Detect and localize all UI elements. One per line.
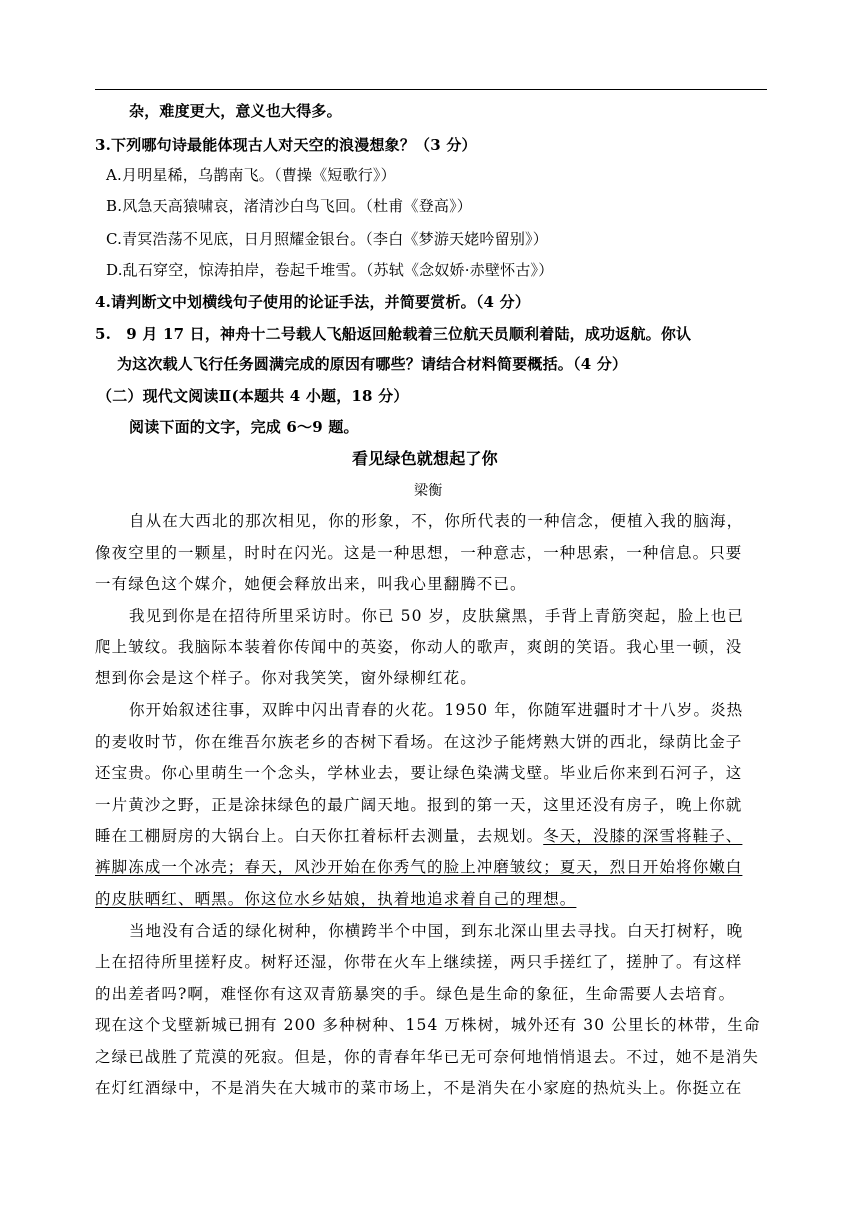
underlined-sentence: 冬天，没膝的深雪将鞋子、 [543, 827, 743, 845]
section-heading: （二）现代文阅读Ⅱ(本题共 4 小题，18 分） [97, 387, 409, 405]
paragraph-1-line: 一有绿色这个媒介，她便会释放出来，叫我心里翻腾不已。 [95, 575, 527, 593]
section-instruction: 阅读下面的文字，完成 6～9 题。 [129, 418, 359, 436]
paragraph-3-line-5 [95, 826, 742, 846]
paragraph-4-line: 之绿已战胜了荒漠的死寂。但是，你的青春年华已无可奈何地悄悄退去。不过，她不是消失 [95, 1048, 760, 1066]
underlined-sentence: 的皮肤晒红、晒黑。你这位水乡姑娘，执着地追求着自己的理想。 [95, 890, 577, 908]
question-3-stem: 3.下列哪句诗最能体现古人对天空的浪漫想象？（3 分） [95, 136, 477, 154]
question-5-line-2: 为这次载人飞行任务圆满完成的原因有哪些？请结合材料简要概括。（4 分） [117, 355, 628, 373]
paragraph-4-line: 的出差者吗?啊，难怪你有这双青筋暴突的手。绿色是生命的象征，生命需要人去培育。 [95, 985, 736, 1003]
paragraph-1-line: 像夜空里的一颗星，时时在闪光。这是一种思想，一种意志，一种思索，一种信息。只要 [95, 544, 743, 562]
question-3-option-a: A.月明星稀，乌鹊南飞。（曹操《短歌行》） [106, 166, 396, 184]
underlined-sentence: 裤脚冻成一个冰壳；春天，风沙开始在你秀气的脸上冲磨皱纹；夏天，烈日开始将你嫩白 [95, 858, 743, 876]
header-rule [95, 89, 767, 90]
continuation-text: 杂，难度更大，意义也大得多。 [129, 102, 342, 120]
article-title: 看见绿色就想起了你 [352, 449, 498, 468]
paragraph-4-line: 上在招待所里搓籽皮。树籽还湿，你带在火车上继续搓，两只手搓红了，搓肿了。有这样 [95, 953, 743, 971]
paragraph-2-line: 爬上皱纹。我脑际本装着你传闻中的英姿，你动人的歌声，爽朗的笑语。我心里一顿，没 [95, 638, 743, 656]
question-3-option-b: B.风急天高猿啸哀，渚清沙白鸟飞回。（杜甫《登高》） [106, 197, 472, 215]
question-5-line-1: 5. 9 月 17 日，神舟十二号载人飞船返回舱载着三位航天员顺利着陆，成功返航。你认 [95, 325, 692, 343]
paragraph-4-line: 当地没有合适的绿化树种，你横跨半个中国，到东北深山里去寻找。白天打树籽，晚 [129, 922, 744, 940]
question-3-option-d: D.乱石穿空，惊涛拍岸，卷起千堆雪。（苏轼《念奴娇·赤壁怀古》） [106, 261, 554, 279]
paragraph-3-line: 的麦收时节，你在维吾尔族老乡的杏树下看场。在这沙子能烤熟大饼的西北，绿荫比金子 [95, 733, 743, 751]
paragraph-2-line: 想到你会是这个样子。你对我笑笑，窗外绿柳红花。 [95, 669, 477, 687]
paragraph-3-line: 你开始叙述往事，双眸中闪出青春的火花。1950 年，你随军进疆时才十八岁。炎热 [129, 701, 744, 719]
article-author: 梁衡 [414, 483, 443, 499]
question-4-stem: 4.请判断文中划横线句子使用的论证手法，并简要赏析。（4 分） [95, 293, 531, 311]
paragraph-1-line: 自从在大西北的那次相见，你的形象，不，你所代表的一种信念，便植入我的脑海， [129, 512, 744, 530]
paragraph-3-line: 一片黄沙之野，正是涂抹绿色的最广阔天地。报到的第一天，这里还没有房子，晚上你就 [95, 796, 743, 814]
paragraph-2-line: 我见到你是在招待所里采访时。你已 50 岁，皮肤黛黑，手背上青筋突起，脸上也已 [129, 607, 744, 625]
paragraph-3-line: 还宝贵。你心里萌生一个念头，学林业去，要让绿色染满戈壁。毕业后你来到石河子，这 [95, 764, 743, 782]
paragraph-4-line: 在灯红酒绿中，不是消失在大城市的菜市场上，不是消失在小家庭的热炕头上。你挺立在 [95, 1079, 743, 1097]
paragraph-3-plain-text: 睡在工棚厨房的大锅台上。白天你扛着标杆去测量，去规划。 [95, 827, 544, 845]
paragraph-4-line: 现在这个戈壁新城已拥有 200 多种树种、154 万株树，城外还有 30 公里长的林带，生命 [95, 1016, 761, 1034]
question-3-option-c: C.青冥浩荡不见底，日月照耀金银台。（李白《梦游天姥吟留别》） [106, 230, 548, 248]
